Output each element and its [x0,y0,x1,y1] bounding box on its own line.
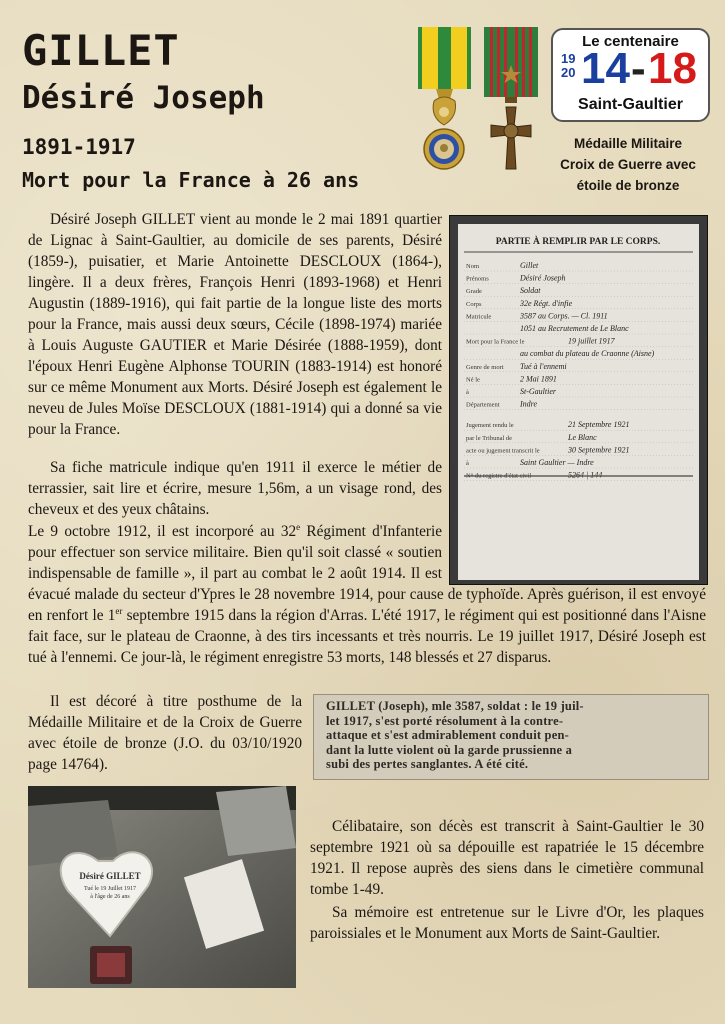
paragraph-birth [28,209,442,440]
superscript: er [115,605,123,616]
card-row-label: Jugement rendu le [466,422,514,430]
death-note: Mort pour la France à 26 ans [22,168,360,192]
card-row-label: Nom [466,263,479,270]
centenaire-logo [551,28,710,122]
logo-18: 18 [648,44,697,93]
medals-caption [548,133,708,196]
card-row-value: 5264 | 144 [568,470,603,480]
card-row-value: Désiré Joseph [520,273,566,283]
medals-caption-1: Médaille Militaire [573,136,683,151]
grave-photo [28,786,296,988]
service-text-b: Régiment d'Infanterie pour effectuer son service militaire. Bien qu'il soit classé « soutien indispensable de famille », il part au combat le 2 août 1914. Il est évacué malade du secteur d'Ypres le 28 novembre 1914, pour cause de typhoïde. Après guérison, il est envoyé en renfort le 1 [28,523,706,624]
card-row-label: Né le [466,376,480,384]
card-row-value: Saint Gaultier — Indre [520,458,594,467]
paragraph-memory-text: Sa mémoire est entretenue sur le Livre d'Or, les plaques paroissiales et le Monument aux Morts de Saint-Gaultier. [310,904,704,942]
card-row-value: 30 Septembre 1921 [568,445,630,455]
card-header: PARTIE À REMPLIR PAR LE CORPS. [495,237,661,247]
card-row-value: Soldat [520,286,541,296]
card-row-value: 2 Mai 1891 [520,374,557,384]
logo-century-a: 19 [561,51,576,66]
card-row-value: 1051 au Recrutement de Le Blanc [520,324,629,333]
citation-line: GILLET (Joseph), mle 3587, soldat : le 19 juil- [326,699,584,713]
service-text-a: Le 9 octobre 1912, il est incorporé au 32 [28,523,297,540]
paragraph-burial [310,816,704,900]
paragraph-decorations-text: Il est décoré à titre posthume de la Médaille Militaire et de la Croix de Guerre avec étoile de bronze (J.O. du 03/10/1920 page 14764). [28,693,302,773]
logo-century-b: 20 [561,65,576,80]
paragraph-service [28,521,706,668]
medals-caption-3: étoile de bronze [576,178,680,193]
card-row-label: Genre de mort [466,363,504,371]
card-row-label: Prénoms [466,275,489,283]
logo-line3: Saint-Gaultier [578,96,683,113]
plaque-name: Désiré GILLET [79,871,141,881]
plaque-line: à l'âge de 26 ans [90,894,130,900]
logo-century [561,52,575,80]
paragraph-memory [310,902,704,944]
card-row-value: Indre [520,399,538,409]
card-row-value: Tué à l'ennemi [520,361,567,371]
logo-dash: - [631,44,646,93]
card-row-value: Le Blanc [568,432,597,442]
card-row-label: par le Tribunal de [466,434,513,442]
logo-14: 14 [581,44,630,93]
card-row-label: Département [466,401,500,409]
card-row-label: Corps [466,300,482,308]
card-row-label: acte ou jugement transcrit le [466,447,540,455]
card-row-label: à [466,389,469,396]
logo-years [553,44,708,96]
card-row-label: Grade [466,288,482,296]
citation-line: attaque et s'est admirablement conduit pen- [326,728,569,742]
card-row-label: Mort pour la France le [466,338,525,346]
card-row-label: Matricule [466,313,492,321]
service-text-c: septembre 1915 dans la région d'Arras. L'été 1917, le régiment qui est positionné dans l'Aisne fait face, sur le plateau de Craonne, à des tirs incessants et très nourris. Le 19 juillet 1917, Désiré Joseph est tué à l'ennemi. Ce jour-là, le régiment enregistre 53 morts, 148 blessés et 27 disparus. [28,607,706,666]
card-row-label: à [466,460,469,467]
paragraph-matricule [28,457,442,520]
superscript: e [296,521,301,532]
card-row-value: Gillet [520,261,539,270]
card-row-value: 3587 au Corps. — Cl. 1911 [520,311,608,321]
citation-line: dant la lutte violent où la garde prussienne a [326,742,573,757]
paragraph-decorations [28,691,302,775]
medals-caption-2: Croix de Guerre avec [560,157,696,172]
paragraph-burial-text: Célibataire, son décès est transcrit à Saint-Gaultier le 30 septembre 1921 où sa dépouille est rapatriée le 15 décembre 1921. Il repose auprès des siens dans le cimetière communal tombe 1-49. [310,818,704,898]
plaque-line: Tué le 19 Juillet 1917 [83,886,137,892]
medaille-militaire-icon [416,27,473,172]
card-row-label: N° du registre d'état civil [466,472,532,480]
card-row-value: au combat du plateau de Craonne (Aisne) [520,349,655,359]
card-row-value: 21 Septembre 1921 [568,420,630,430]
card-row-value: St-Gaultier [520,387,556,396]
life-years: 1891-1917 [22,135,136,159]
citation-line: subi des pertes sanglantes. A été cité. [326,757,529,771]
logo-line1: Le centenaire [582,33,679,50]
page-title: GILLET [22,26,180,75]
grave-illustration [28,786,296,988]
card-row-value: 32e Régt. d'infie [520,298,573,308]
croix-de-guerre-icon [481,27,541,177]
paragraph-birth-text: Désiré Joseph GILLET vient au monde le 2 mai 1891 quartier de Lignac à Saint-Gaultier, au domicile de ses parents, Désiré (1859-), puisatier, et Marie Antoinette DESCLOUX (1864-), lingère. Il a deux frères, François Henri (1893-1968) et Henri Augustin (1889-1916), qui fait partie de la longue liste des morts pour la France, mais aussi deux sœurs, Cécile (1898-1974) mariée à Louis Auguste GAUTIER et Marie Désirée (1888-1959), dont l'époux Henri Eugène Alphonse TOURIN (1883-1914) est honoré sur ce même Monument aux Morts. Désiré Joseph est également le neveu de Jules Moïse DESCLOUX (1881-1914) qui a donné sa vie pour la France. [28,211,442,438]
citation-line: let 1917, s'est porté résolument à la contre- [326,713,564,728]
float-spacer [442,521,706,583]
citation-clipping [313,694,709,780]
paragraph-matricule-text: Sa fiche matricule indique qu'en 1911 il exerce le métier de terrassier, sait lire et écrire, mesure 1,56m, a un visage rond, des cheveux et des yeux châtains. [28,459,442,518]
subtitle-firstnames: Désiré Joseph [22,80,265,116]
card-row-value: 19 juillet 1917 [568,336,615,346]
